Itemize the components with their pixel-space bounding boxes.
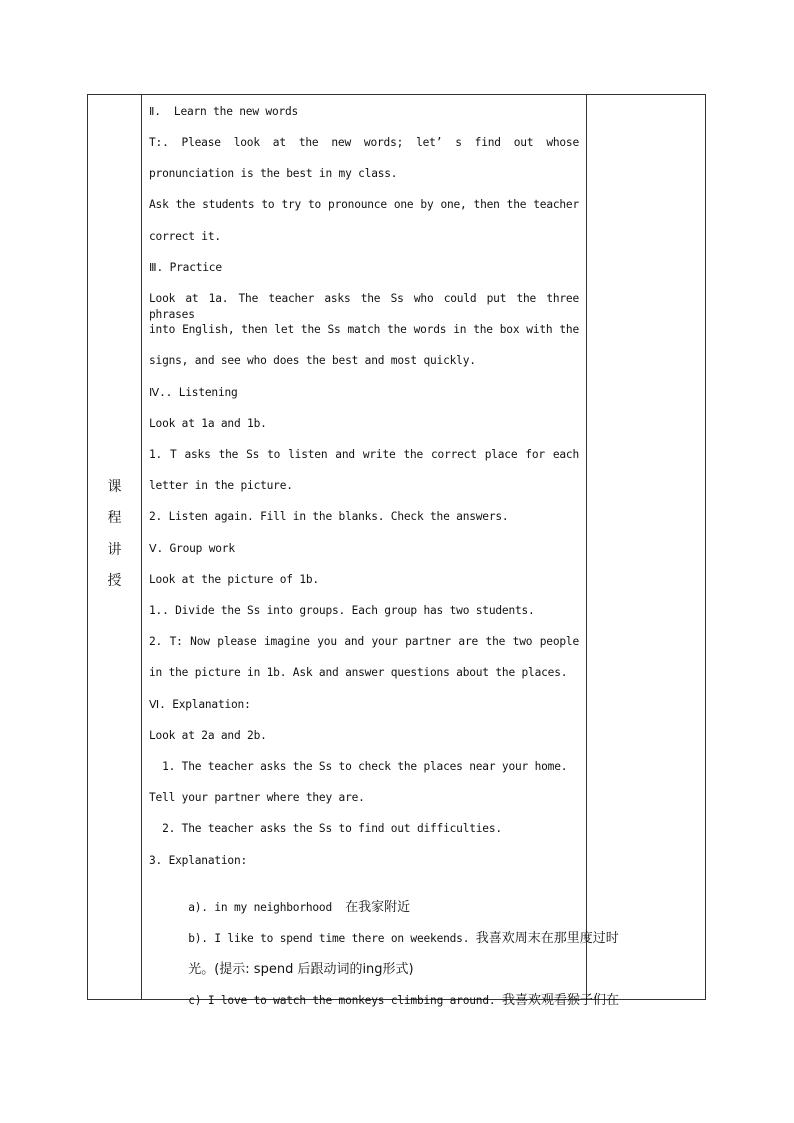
example-a-english: a). in my neighborhood bbox=[188, 901, 332, 914]
text-line: Look at 2a and 2b. bbox=[149, 729, 267, 742]
column-divider-left bbox=[141, 95, 142, 999]
text-line: Look at 1a. The teacher asks the Ss who could put the three phrases bbox=[149, 292, 579, 321]
label-char-3: 讲 bbox=[107, 542, 122, 558]
label-char-2: 程 bbox=[107, 510, 122, 526]
heading-explanation: Ⅵ. Explanation: bbox=[149, 698, 251, 711]
example-c-english: c) I love to watch the monkeys climbing around. bbox=[188, 994, 496, 1007]
example-b-english: b). I like to spend time there on weekends. bbox=[188, 932, 470, 945]
text-line: pronunciation is the best in my class. bbox=[149, 167, 398, 180]
text-line: 3. Explanation: bbox=[149, 854, 248, 867]
text-line: correct it. bbox=[149, 230, 221, 243]
text-line: in the picture in 1b. Ask and answer questions about the places. bbox=[149, 666, 568, 679]
heading-practice: Ⅲ. Practice bbox=[149, 261, 222, 274]
lesson-table bbox=[87, 94, 706, 1008]
heading-learn-new-words: Ⅱ. Learn the new words bbox=[149, 105, 299, 118]
text-line: 1. T asks the Ss to listen and write the correct place for each bbox=[149, 448, 579, 461]
example-a-chinese: 在我家附近 bbox=[345, 900, 411, 915]
text-line: T:. Please look at the new words; let’ s find out whose bbox=[149, 136, 579, 149]
example-b-hint: 光。(提示: spend 后跟动词的ing形式) bbox=[188, 962, 414, 977]
text-line: Look at 1a and 1b. bbox=[149, 417, 267, 430]
text-line: 2. T: Now please imagine you and your partner are the two people bbox=[149, 635, 579, 648]
example-b-chinese: 我喜欢周末在那里度过时 bbox=[475, 931, 619, 946]
example-c bbox=[149, 977, 619, 1025]
label-char-1: 课 bbox=[107, 479, 122, 495]
section-label-teaching-process bbox=[88, 95, 141, 999]
text-line: Tell your partner where they are. bbox=[149, 791, 365, 804]
text-line: 1.. Divide the Ss into groups. Each group has two students. bbox=[149, 604, 535, 617]
text-line: 1. The teacher asks the Ss to check the places near your home. bbox=[149, 760, 568, 773]
text-line: 2. The teacher asks the Ss to find out difficulties. bbox=[149, 822, 502, 835]
text-line: signs, and see who does the best and most quickly. bbox=[149, 354, 476, 367]
text-line: 2. Listen again. Fill in the blanks. Check the answers. bbox=[149, 510, 509, 523]
text-line: Look at the picture of 1b. bbox=[149, 573, 319, 586]
example-c-chinese: 我喜欢观看猴子们在 bbox=[501, 993, 619, 1008]
text-line: letter in the picture. bbox=[149, 479, 293, 492]
label-char-4: 授 bbox=[107, 573, 122, 589]
text-line: Ask the students to try to pronounce one by one, then the teacher bbox=[149, 198, 579, 211]
heading-listening: Ⅳ.. Listening bbox=[149, 386, 238, 399]
column-divider-right bbox=[586, 95, 587, 999]
text-line: into English, then let the Ss match the words in the box with the bbox=[149, 323, 579, 336]
heading-group-work: Ⅴ. Group work bbox=[149, 542, 235, 555]
